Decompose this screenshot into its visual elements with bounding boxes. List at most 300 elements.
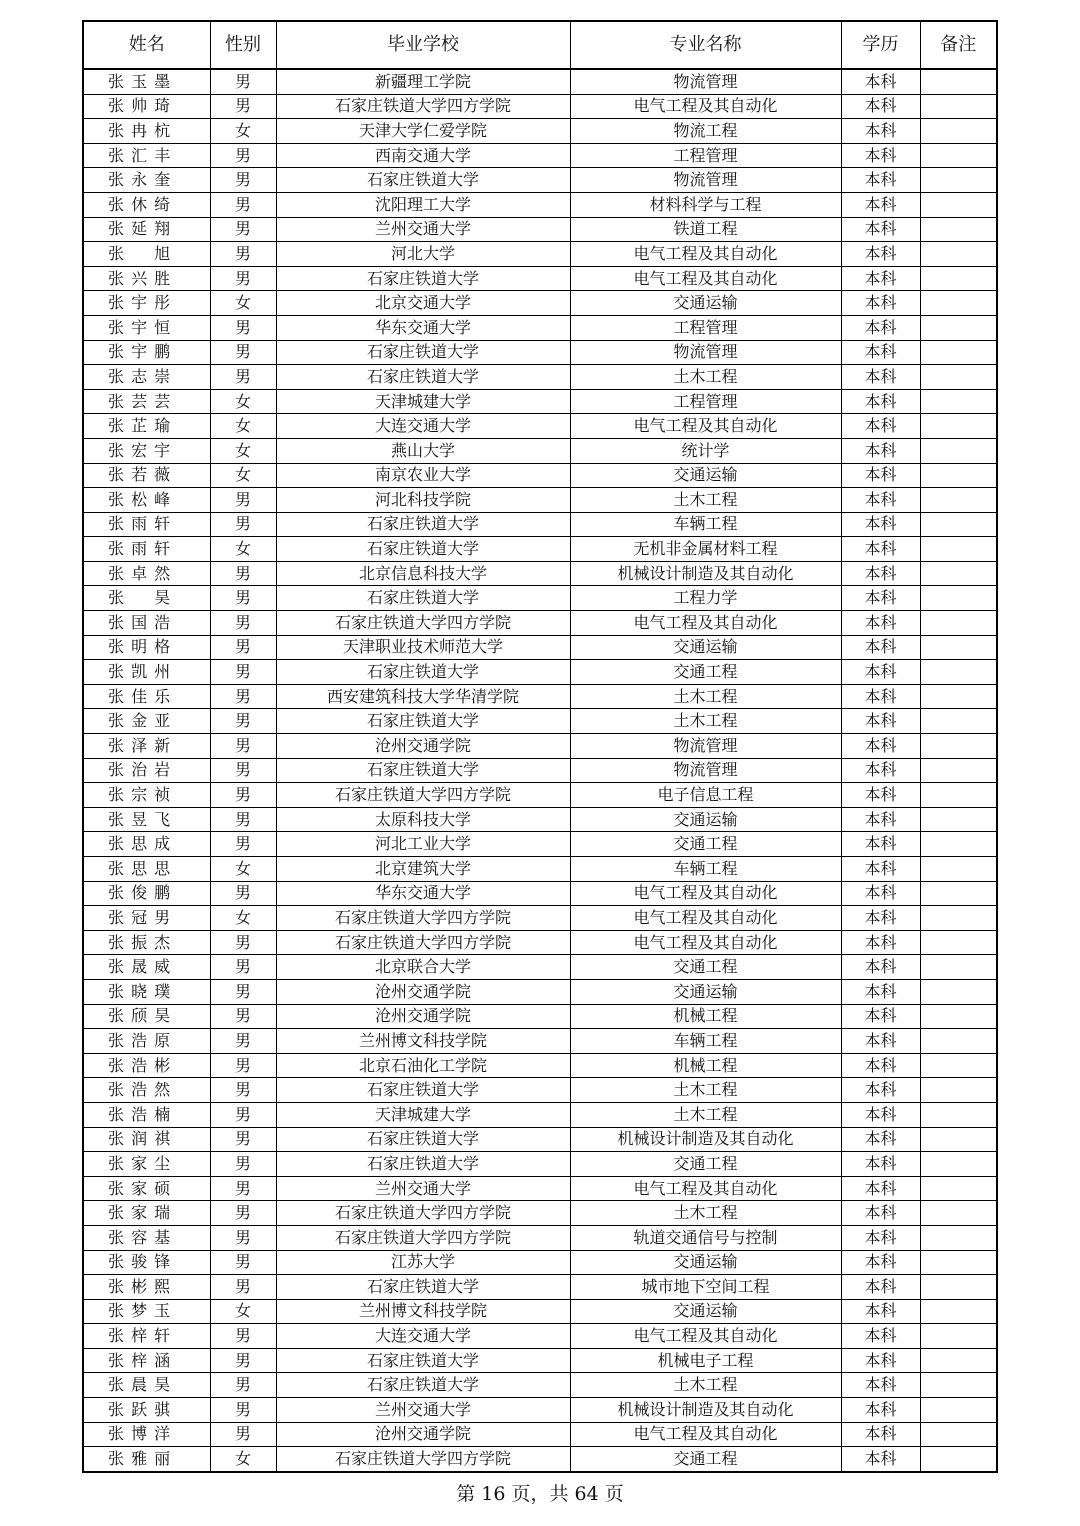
cell-school: 兰州交通大学 <box>276 217 570 242</box>
cell-name: 张 帅 琦 <box>83 94 210 119</box>
cell-gender: 女 <box>210 414 276 439</box>
cell-remarks <box>920 463 997 488</box>
cell-degree: 本科 <box>841 586 920 611</box>
cell-degree: 本科 <box>841 1373 920 1398</box>
roster-body <box>83 69 997 1472</box>
cell-gender: 男 <box>210 242 276 267</box>
cell-gender: 男 <box>210 807 276 832</box>
cell-degree: 本科 <box>841 168 920 193</box>
cell-gender: 女 <box>210 119 276 144</box>
cell-gender: 男 <box>210 1348 276 1373</box>
cell-name: 张 昱 飞 <box>83 807 210 832</box>
cell-school: 天津职业技术师范大学 <box>276 635 570 660</box>
cell-name: 张 国 浩 <box>83 611 210 636</box>
cell-school: 大连交通大学 <box>276 1324 570 1349</box>
cell-degree: 本科 <box>841 1102 920 1127</box>
cell-name: 张 晟 威 <box>83 955 210 980</box>
cell-name: 张 浩 然 <box>83 1078 210 1103</box>
table-row <box>83 758 997 783</box>
cell-school: 石家庄铁道大学四方学院 <box>276 1225 570 1250</box>
cell-school: 沈阳理工大学 <box>276 192 570 217</box>
cell-school: 石家庄铁道大学四方学院 <box>276 1447 570 1472</box>
cell-school: 沧州交通学院 <box>276 979 570 1004</box>
cell-name: 张 芷 瑜 <box>83 414 210 439</box>
cell-gender: 男 <box>210 168 276 193</box>
cell-name: 张 宏 宇 <box>83 438 210 463</box>
cell-school: 北京交通大学 <box>276 291 570 316</box>
cell-remarks <box>920 906 997 931</box>
cell-school: 石家庄铁道大学四方学院 <box>276 94 570 119</box>
cell-gender: 男 <box>210 1275 276 1300</box>
cell-gender: 男 <box>210 1250 276 1275</box>
roster-table <box>82 20 998 1473</box>
cell-major: 物流工程 <box>570 119 841 144</box>
cell-gender: 男 <box>210 488 276 513</box>
cell-gender: 男 <box>210 143 276 168</box>
cell-school: 天津城建大学 <box>276 1102 570 1127</box>
cell-school: 北京建筑大学 <box>276 857 570 882</box>
cell-name: 张 宇 鹏 <box>83 340 210 365</box>
table-row <box>83 414 997 439</box>
cell-gender: 男 <box>210 94 276 119</box>
cell-name: 张 芸 芸 <box>83 389 210 414</box>
cell-remarks <box>920 635 997 660</box>
cell-gender: 男 <box>210 635 276 660</box>
cell-remarks <box>920 807 997 832</box>
cell-major: 工程管理 <box>570 389 841 414</box>
table-row <box>83 611 997 636</box>
table-row <box>83 94 997 119</box>
cell-gender: 男 <box>210 660 276 685</box>
cell-degree: 本科 <box>841 1053 920 1078</box>
cell-school: 石家庄铁道大学 <box>276 660 570 685</box>
cell-remarks <box>920 857 997 882</box>
cell-name: 张 卓 然 <box>83 561 210 586</box>
cell-name: 张 休 绮 <box>83 192 210 217</box>
cell-remarks <box>920 537 997 562</box>
cell-gender: 女 <box>210 438 276 463</box>
cell-remarks <box>920 709 997 734</box>
table-row <box>83 389 997 414</box>
table-row <box>83 1447 997 1472</box>
table-row <box>83 586 997 611</box>
table-row <box>83 1053 997 1078</box>
cell-name: 张 思 成 <box>83 832 210 857</box>
cell-name: 张 润 祺 <box>83 1127 210 1152</box>
cell-degree: 本科 <box>841 660 920 685</box>
cell-gender: 男 <box>210 365 276 390</box>
cell-degree: 本科 <box>841 611 920 636</box>
cell-degree: 本科 <box>841 1004 920 1029</box>
cell-gender: 男 <box>210 1324 276 1349</box>
cell-name: 张 冠 男 <box>83 906 210 931</box>
cell-degree: 本科 <box>841 906 920 931</box>
cell-name: 张 旭 <box>83 242 210 267</box>
cell-school: 石家庄铁道大学 <box>276 537 570 562</box>
cell-remarks <box>920 1398 997 1423</box>
cell-degree: 本科 <box>841 832 920 857</box>
table-row <box>83 1225 997 1250</box>
table-row <box>83 1176 997 1201</box>
cell-degree: 本科 <box>841 709 920 734</box>
cell-major: 机械工程 <box>570 1004 841 1029</box>
cell-degree: 本科 <box>841 537 920 562</box>
cell-remarks <box>920 365 997 390</box>
cell-remarks <box>920 734 997 759</box>
cell-school: 石家庄铁道大学 <box>276 340 570 365</box>
cell-name: 张 家 尘 <box>83 1152 210 1177</box>
cell-degree: 本科 <box>841 119 920 144</box>
cell-remarks <box>920 1029 997 1054</box>
table-row <box>83 1299 997 1324</box>
cell-major: 电气工程及其自动化 <box>570 242 841 267</box>
cell-major: 机械工程 <box>570 1053 841 1078</box>
cell-remarks <box>920 1447 997 1472</box>
cell-major: 土木工程 <box>570 1373 841 1398</box>
cell-school: 河北大学 <box>276 242 570 267</box>
cell-major: 交通运输 <box>570 1299 841 1324</box>
table-row <box>83 463 997 488</box>
cell-gender: 女 <box>210 463 276 488</box>
cell-remarks <box>920 488 997 513</box>
cell-major: 土木工程 <box>570 1078 841 1103</box>
cell-gender: 男 <box>210 1422 276 1447</box>
table-row <box>83 192 997 217</box>
cell-degree: 本科 <box>841 340 920 365</box>
cell-name: 张 宇 彤 <box>83 291 210 316</box>
cell-major: 机械设计制造及其自动化 <box>570 1398 841 1423</box>
cell-school: 西安建筑科技大学华清学院 <box>276 684 570 709</box>
cell-degree: 本科 <box>841 635 920 660</box>
cell-degree: 本科 <box>841 266 920 291</box>
cell-remarks <box>920 1102 997 1127</box>
cell-school: 河北工业大学 <box>276 832 570 857</box>
table-row <box>83 1078 997 1103</box>
cell-school: 石家庄铁道大学 <box>276 1373 570 1398</box>
cell-degree: 本科 <box>841 783 920 808</box>
cell-remarks <box>920 1324 997 1349</box>
cell-gender: 男 <box>210 217 276 242</box>
cell-gender: 男 <box>210 734 276 759</box>
table-row <box>83 857 997 882</box>
cell-degree: 本科 <box>841 414 920 439</box>
cell-school: 兰州博文科技学院 <box>276 1299 570 1324</box>
cell-major: 铁道工程 <box>570 217 841 242</box>
cell-name: 张 汇 丰 <box>83 143 210 168</box>
cell-school: 石家庄铁道大学四方学院 <box>276 611 570 636</box>
cell-major: 物流管理 <box>570 168 841 193</box>
cell-degree: 本科 <box>841 463 920 488</box>
cell-remarks <box>920 1299 997 1324</box>
table-row <box>83 1373 997 1398</box>
cell-gender: 女 <box>210 1299 276 1324</box>
cell-name: 张 晓 璞 <box>83 979 210 1004</box>
table-row <box>83 512 997 537</box>
cell-degree: 本科 <box>841 807 920 832</box>
table-row <box>83 906 997 931</box>
cell-degree: 本科 <box>841 1152 920 1177</box>
table-row <box>83 684 997 709</box>
col-header-school: 毕业学校 <box>276 21 570 69</box>
cell-major: 电气工程及其自动化 <box>570 266 841 291</box>
cell-gender: 男 <box>210 1225 276 1250</box>
cell-gender: 男 <box>210 955 276 980</box>
cell-degree: 本科 <box>841 1078 920 1103</box>
cell-degree: 本科 <box>841 315 920 340</box>
cell-major: 物流管理 <box>570 340 841 365</box>
cell-major: 土木工程 <box>570 709 841 734</box>
cell-degree: 本科 <box>841 1176 920 1201</box>
cell-remarks <box>920 1275 997 1300</box>
cell-school: 兰州博文科技学院 <box>276 1029 570 1054</box>
cell-name: 张 雨 轩 <box>83 512 210 537</box>
cell-remarks <box>920 1176 997 1201</box>
cell-school: 石家庄铁道大学四方学院 <box>276 783 570 808</box>
cell-degree: 本科 <box>841 881 920 906</box>
cell-remarks <box>920 783 997 808</box>
cell-gender: 男 <box>210 266 276 291</box>
cell-major: 土木工程 <box>570 365 841 390</box>
cell-name: 张 思 思 <box>83 857 210 882</box>
cell-major: 电气工程及其自动化 <box>570 94 841 119</box>
cell-remarks <box>920 512 997 537</box>
cell-remarks <box>920 389 997 414</box>
cell-gender: 男 <box>210 1201 276 1226</box>
cell-school: 石家庄铁道大学 <box>276 168 570 193</box>
table-row <box>83 242 997 267</box>
cell-name: 张 容 基 <box>83 1225 210 1250</box>
col-header-degree: 学历 <box>841 21 920 69</box>
cell-degree: 本科 <box>841 143 920 168</box>
cell-degree: 本科 <box>841 1398 920 1423</box>
cell-remarks <box>920 881 997 906</box>
cell-school: 兰州交通大学 <box>276 1398 570 1423</box>
table-row <box>83 734 997 759</box>
table-row <box>83 266 997 291</box>
cell-school: 华东交通大学 <box>276 315 570 340</box>
cell-name: 张 志 崇 <box>83 365 210 390</box>
cell-major: 车辆工程 <box>570 857 841 882</box>
cell-gender: 男 <box>210 1398 276 1423</box>
cell-remarks <box>920 340 997 365</box>
cell-remarks <box>920 1250 997 1275</box>
cell-degree: 本科 <box>841 389 920 414</box>
table-row <box>83 168 997 193</box>
cell-name: 张 若 薇 <box>83 463 210 488</box>
col-header-name: 姓名 <box>83 21 210 69</box>
cell-major: 交通运输 <box>570 979 841 1004</box>
cell-gender: 女 <box>210 857 276 882</box>
table-row <box>83 1004 997 1029</box>
table-row <box>83 1127 997 1152</box>
cell-remarks <box>920 69 997 94</box>
cell-major: 交通工程 <box>570 955 841 980</box>
cell-name: 张 梦 玉 <box>83 1299 210 1324</box>
cell-school: 石家庄铁道大学四方学院 <box>276 1201 570 1226</box>
table-row <box>83 807 997 832</box>
cell-school: 南京农业大学 <box>276 463 570 488</box>
cell-gender: 男 <box>210 979 276 1004</box>
cell-gender: 男 <box>210 586 276 611</box>
cell-remarks <box>920 1373 997 1398</box>
cell-degree: 本科 <box>841 955 920 980</box>
cell-school: 北京石油化工学院 <box>276 1053 570 1078</box>
cell-school: 太原科技大学 <box>276 807 570 832</box>
cell-major: 机械设计制造及其自动化 <box>570 561 841 586</box>
table-row <box>83 783 997 808</box>
cell-school: 北京信息科技大学 <box>276 561 570 586</box>
cell-remarks <box>920 1348 997 1373</box>
table-row <box>83 955 997 980</box>
cell-remarks <box>920 266 997 291</box>
table-row <box>83 1102 997 1127</box>
cell-name: 张 博 洋 <box>83 1422 210 1447</box>
cell-degree: 本科 <box>841 512 920 537</box>
table-row <box>83 1250 997 1275</box>
cell-school: 天津大学仁爱学院 <box>276 119 570 144</box>
cell-name: 张 永 奎 <box>83 168 210 193</box>
cell-major: 机械电子工程 <box>570 1348 841 1373</box>
table-row <box>83 340 997 365</box>
cell-major: 电气工程及其自动化 <box>570 930 841 955</box>
cell-major: 电气工程及其自动化 <box>570 1324 841 1349</box>
cell-degree: 本科 <box>841 94 920 119</box>
cell-major: 车辆工程 <box>570 512 841 537</box>
cell-major: 交通运输 <box>570 291 841 316</box>
cell-gender: 男 <box>210 1029 276 1054</box>
cell-remarks <box>920 979 997 1004</box>
cell-gender: 男 <box>210 684 276 709</box>
cell-gender: 男 <box>210 561 276 586</box>
cell-degree: 本科 <box>841 1225 920 1250</box>
cell-gender: 男 <box>210 1373 276 1398</box>
cell-remarks <box>920 1127 997 1152</box>
table-row <box>83 315 997 340</box>
cell-gender: 男 <box>210 340 276 365</box>
cell-degree: 本科 <box>841 69 920 94</box>
cell-gender: 女 <box>210 291 276 316</box>
cell-name: 张 梓 涵 <box>83 1348 210 1373</box>
cell-remarks <box>920 119 997 144</box>
cell-gender: 男 <box>210 611 276 636</box>
cell-gender: 男 <box>210 758 276 783</box>
cell-school: 石家庄铁道大学 <box>276 758 570 783</box>
cell-degree: 本科 <box>841 488 920 513</box>
col-header-major: 专业名称 <box>570 21 841 69</box>
cell-remarks <box>920 1201 997 1226</box>
cell-remarks <box>920 291 997 316</box>
col-header-gender: 性别 <box>210 21 276 69</box>
table-row <box>83 832 997 857</box>
cell-remarks <box>920 192 997 217</box>
table-row <box>83 1152 997 1177</box>
table-row <box>83 537 997 562</box>
cell-name: 张 振 杰 <box>83 930 210 955</box>
cell-school: 石家庄铁道大学 <box>276 709 570 734</box>
cell-name: 张 俊 鹏 <box>83 881 210 906</box>
table-row <box>83 365 997 390</box>
cell-remarks <box>920 930 997 955</box>
cell-gender: 女 <box>210 537 276 562</box>
cell-school: 石家庄铁道大学 <box>276 1152 570 1177</box>
table-row <box>83 1324 997 1349</box>
cell-school: 燕山大学 <box>276 438 570 463</box>
cell-major: 统计学 <box>570 438 841 463</box>
cell-remarks <box>920 94 997 119</box>
cell-name: 张 金 亚 <box>83 709 210 734</box>
cell-name: 张 玉 墨 <box>83 69 210 94</box>
cell-gender: 男 <box>210 881 276 906</box>
cell-remarks <box>920 832 997 857</box>
cell-gender: 男 <box>210 315 276 340</box>
cell-gender: 男 <box>210 69 276 94</box>
cell-major: 交通运输 <box>570 807 841 832</box>
cell-major: 交通运输 <box>570 1250 841 1275</box>
cell-degree: 本科 <box>841 365 920 390</box>
cell-degree: 本科 <box>841 1250 920 1275</box>
cell-gender: 男 <box>210 1004 276 1029</box>
cell-degree: 本科 <box>841 1324 920 1349</box>
table-row <box>83 660 997 685</box>
cell-name: 张 彬 熙 <box>83 1275 210 1300</box>
cell-name: 张 兴 胜 <box>83 266 210 291</box>
cell-school: 江苏大学 <box>276 1250 570 1275</box>
cell-major: 交通工程 <box>570 832 841 857</box>
cell-gender: 男 <box>210 1078 276 1103</box>
cell-remarks <box>920 611 997 636</box>
cell-name: 张 延 翔 <box>83 217 210 242</box>
cell-name: 张 治 岩 <box>83 758 210 783</box>
cell-degree: 本科 <box>841 1029 920 1054</box>
cell-name: 张 宗 祯 <box>83 783 210 808</box>
cell-school: 大连交通大学 <box>276 414 570 439</box>
cell-major: 工程力学 <box>570 586 841 611</box>
cell-name: 张 凯 州 <box>83 660 210 685</box>
cell-name: 张 晨 昊 <box>83 1373 210 1398</box>
cell-major: 土木工程 <box>570 488 841 513</box>
cell-major: 车辆工程 <box>570 1029 841 1054</box>
table-row <box>83 881 997 906</box>
cell-remarks <box>920 684 997 709</box>
cell-school: 沧州交通学院 <box>276 1422 570 1447</box>
cell-remarks <box>920 143 997 168</box>
cell-school: 石家庄铁道大学 <box>276 365 570 390</box>
cell-name: 张 佳 乐 <box>83 684 210 709</box>
cell-major: 电气工程及其自动化 <box>570 1422 841 1447</box>
cell-remarks <box>920 1053 997 1078</box>
cell-remarks <box>920 414 997 439</box>
cell-remarks <box>920 217 997 242</box>
cell-degree: 本科 <box>841 758 920 783</box>
table-row <box>83 143 997 168</box>
cell-school: 天津城建大学 <box>276 389 570 414</box>
cell-gender: 男 <box>210 192 276 217</box>
cell-degree: 本科 <box>841 979 920 1004</box>
cell-degree: 本科 <box>841 1348 920 1373</box>
cell-school: 沧州交通学院 <box>276 734 570 759</box>
cell-gender: 男 <box>210 709 276 734</box>
cell-school: 石家庄铁道大学 <box>276 1078 570 1103</box>
cell-name: 张 浩 楠 <box>83 1102 210 1127</box>
cell-gender: 男 <box>210 1053 276 1078</box>
cell-remarks <box>920 561 997 586</box>
cell-remarks <box>920 315 997 340</box>
table-row <box>83 217 997 242</box>
cell-degree: 本科 <box>841 857 920 882</box>
table-row <box>83 1029 997 1054</box>
cell-gender: 男 <box>210 783 276 808</box>
cell-major: 交通运输 <box>570 463 841 488</box>
